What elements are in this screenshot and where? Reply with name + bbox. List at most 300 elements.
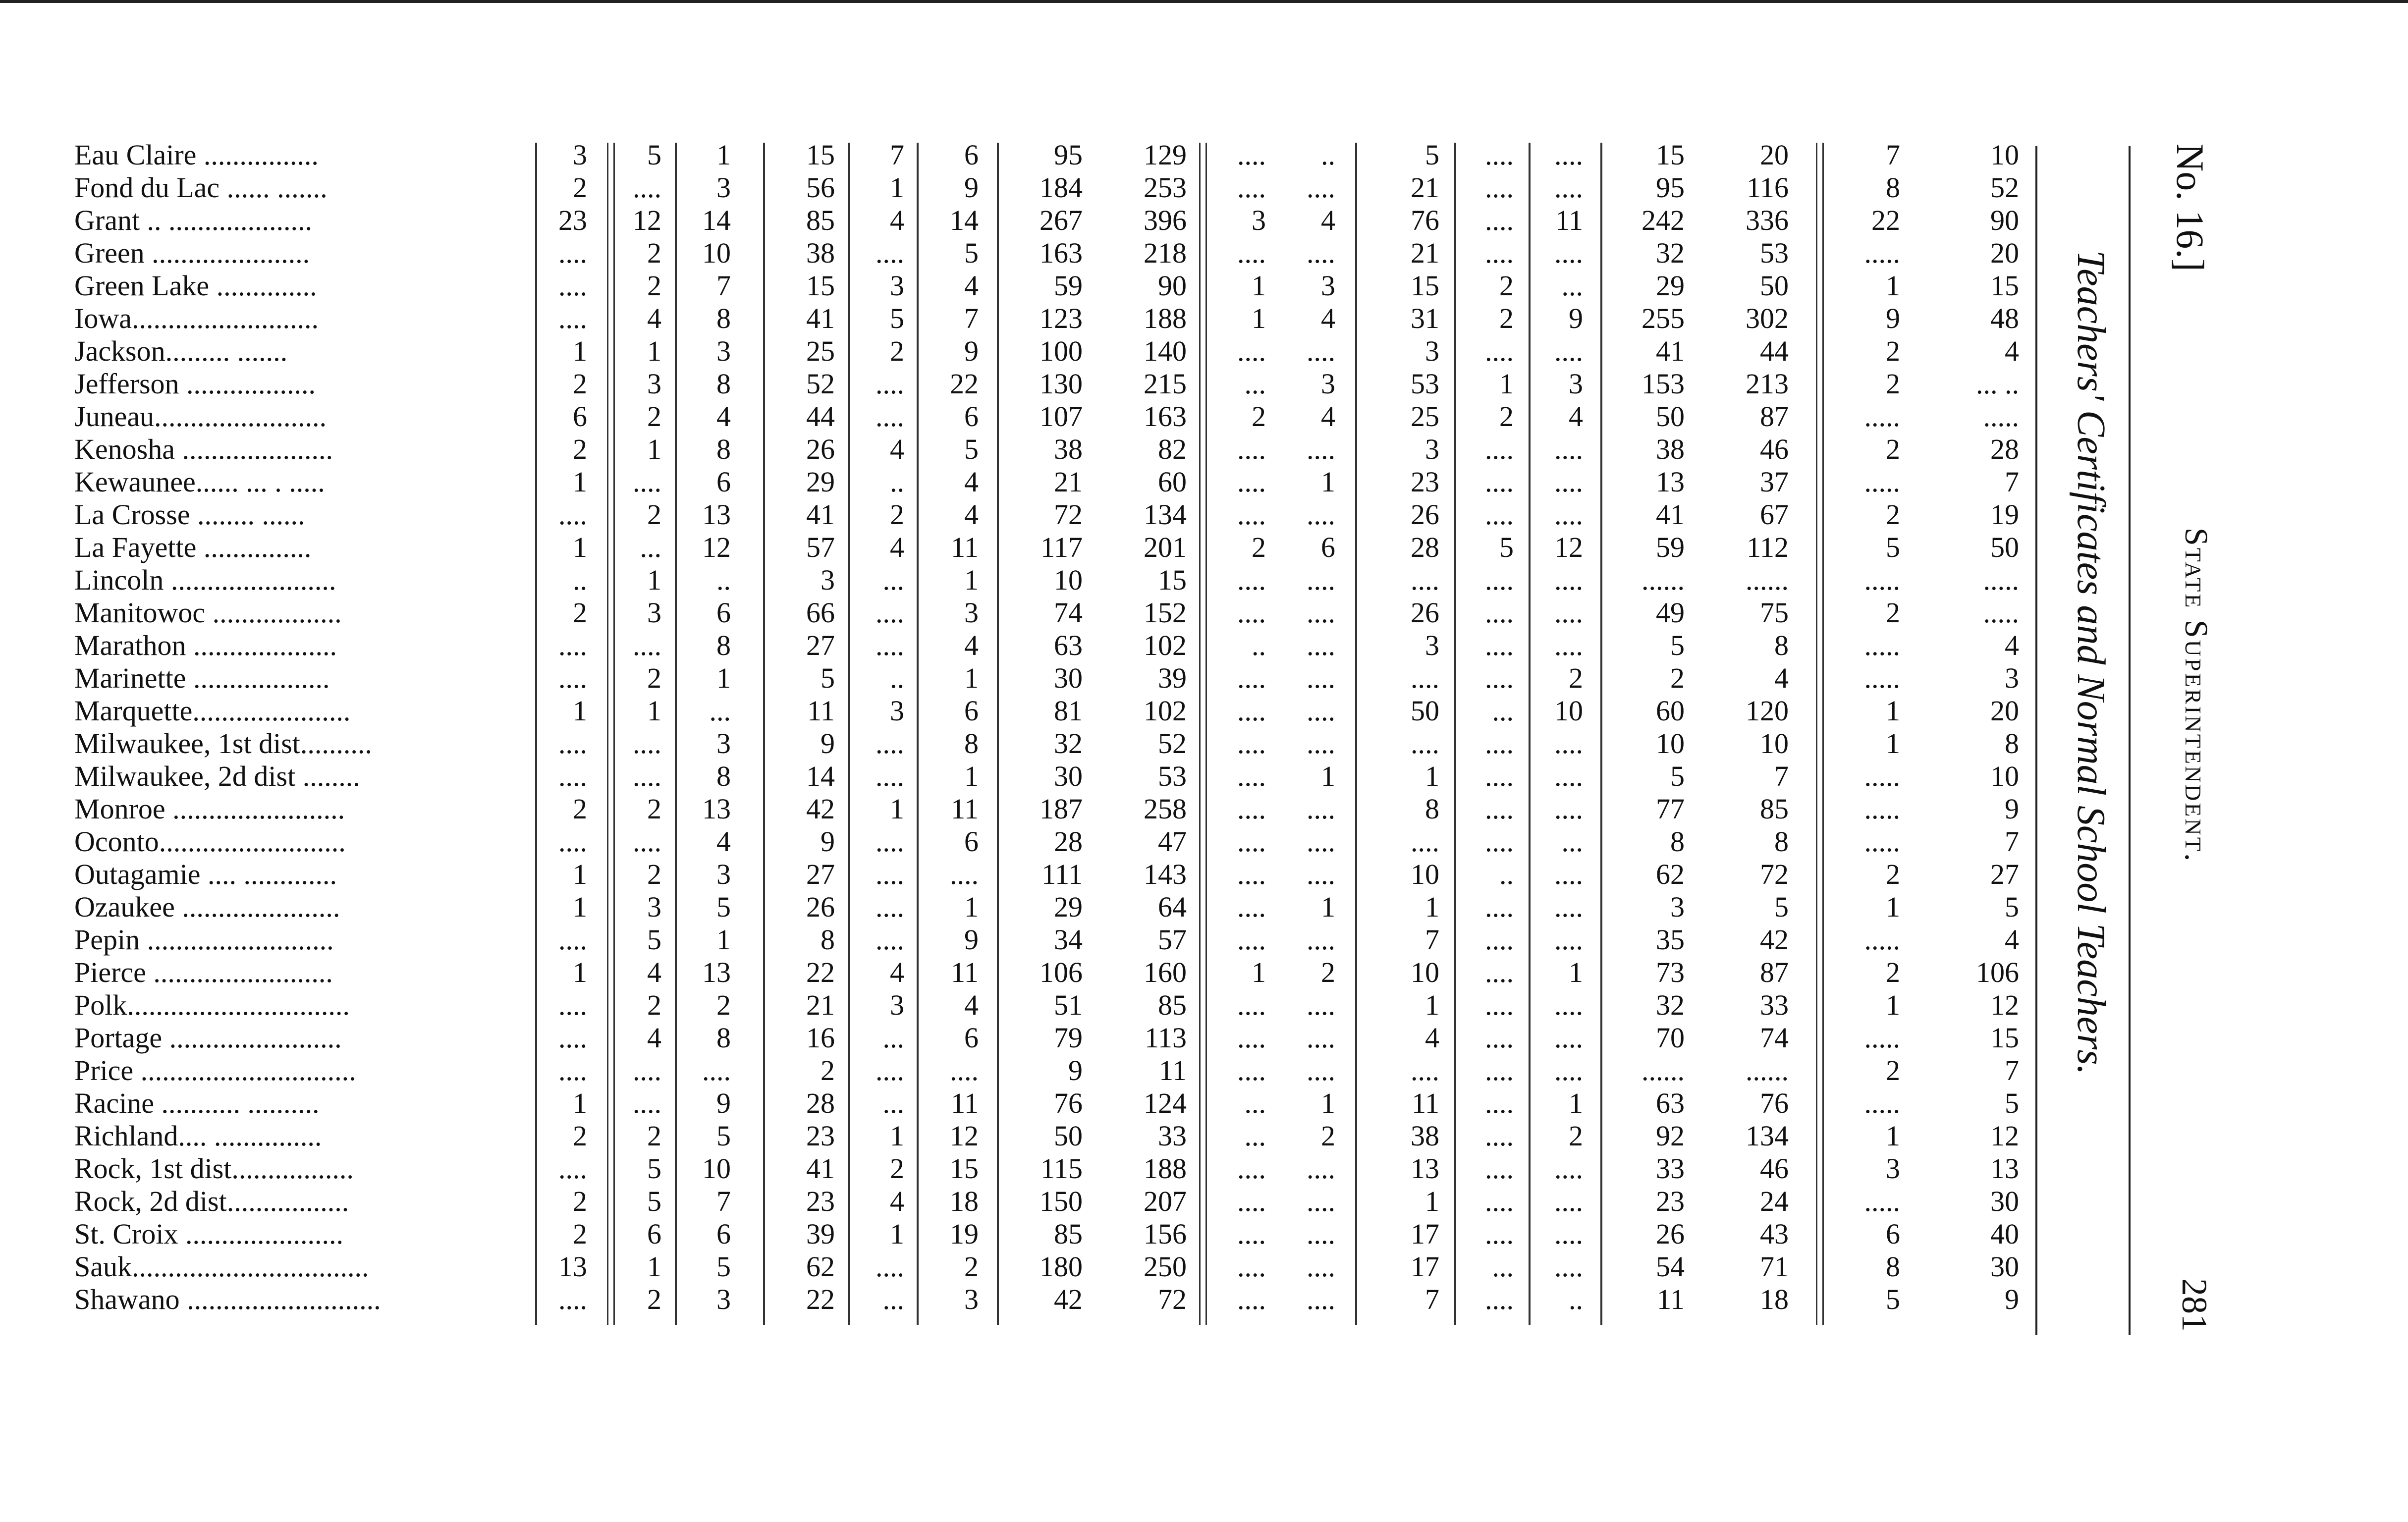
- table-cell: 20: [1760, 139, 1789, 171]
- table-cell: 10: [702, 237, 731, 269]
- table-cell: 3: [1425, 433, 1439, 465]
- table-cell: 1: [573, 335, 587, 367]
- table-cell: 15: [1411, 270, 1439, 302]
- table-cell: 72: [1760, 858, 1789, 890]
- table-cell: 2: [647, 400, 661, 433]
- table-cell: 3: [1321, 368, 1335, 400]
- table-cell: 4: [1569, 400, 1583, 433]
- table-cell: 33: [1656, 1152, 1685, 1185]
- table-cell: 28: [1411, 531, 1439, 563]
- table-cell: 19: [950, 1218, 979, 1250]
- table-row: [0, 466, 2031, 498]
- table-cell: ....: [876, 597, 904, 629]
- table-cell: 242: [1642, 204, 1685, 236]
- table-cell: 64: [1158, 891, 1187, 923]
- table-cell: ....: [1307, 171, 1335, 204]
- table-row: [0, 433, 2031, 466]
- table-cell: 73: [1656, 956, 1685, 988]
- table-cell: 2: [1321, 956, 1335, 988]
- table-cell: 76: [1411, 204, 1439, 236]
- table-cell: 8: [2005, 727, 2019, 760]
- table-cell: 213: [1746, 368, 1789, 400]
- table-cell: 44: [1760, 335, 1789, 367]
- table-cell: 13: [558, 1250, 587, 1283]
- table-row: [0, 956, 2031, 989]
- table-cell: 2: [1499, 270, 1514, 302]
- table-row: [0, 204, 2031, 237]
- table-cell: 2: [1321, 1120, 1335, 1152]
- county-name: La Fayette ...............: [74, 531, 312, 563]
- table-cell: 74: [1760, 1022, 1789, 1054]
- table-cell: 38: [806, 237, 835, 269]
- table-cell: 5: [647, 1152, 661, 1185]
- table-cell: ....: [1307, 989, 1335, 1021]
- table-cell: 60: [1656, 695, 1685, 727]
- table-cell: ....: [1485, 727, 1514, 760]
- table-cell: 22: [806, 956, 835, 988]
- table-cell: 11: [1159, 1054, 1187, 1087]
- table-cell: 53: [1158, 760, 1187, 792]
- table-cell: 130: [1040, 368, 1083, 400]
- table-cell: 10: [1554, 695, 1583, 727]
- table-cell: 134: [1746, 1120, 1789, 1152]
- table-cell: 4: [1774, 662, 1789, 694]
- table-cell: 37: [1760, 466, 1789, 498]
- table-row: [0, 629, 2031, 662]
- table-cell: ....: [1307, 1283, 1335, 1315]
- table-cell: ...: [1244, 1087, 1266, 1119]
- table-cell: ....: [558, 1054, 587, 1087]
- table-cell: 8: [716, 760, 731, 792]
- table-cell: ....: [1307, 335, 1335, 367]
- table-cell: 59: [1656, 531, 1685, 563]
- table-cell: ....: [1554, 139, 1583, 171]
- table-cell: .....: [1864, 564, 1900, 596]
- table-cell: 1: [573, 531, 587, 563]
- table-cell: ....: [1485, 466, 1514, 498]
- table-cell: 8: [1425, 793, 1439, 825]
- county-name: Rock, 2d dist.................: [74, 1185, 349, 1217]
- table-cell: 18: [950, 1185, 979, 1217]
- table-cell: 26: [1411, 597, 1439, 629]
- table-cell: ....: [558, 825, 587, 858]
- table-cell: ....: [1485, 237, 1514, 269]
- table-cell: 71: [1760, 1250, 1789, 1283]
- table-cell: ....: [1485, 1022, 1514, 1054]
- county-name: Rock, 1st dist.................: [74, 1152, 354, 1185]
- table-cell: ....: [1485, 204, 1514, 236]
- table-cell: 1: [1321, 891, 1335, 923]
- table-cell: ...: [882, 1283, 904, 1315]
- table-cell: ...: [640, 531, 661, 563]
- table-row: [0, 368, 2031, 400]
- table-cell: ....: [1485, 956, 1514, 988]
- table-cell: ....: [1237, 433, 1266, 465]
- table-cell: ....: [876, 891, 904, 923]
- table-cell: 75: [1760, 597, 1789, 629]
- table-cell: 1: [964, 760, 979, 792]
- table-cell: 13: [702, 956, 731, 988]
- table-cell: 8: [1886, 171, 1900, 204]
- table-cell: ....: [1307, 237, 1335, 269]
- table-cell: 2: [1886, 498, 1900, 531]
- table-cell: 26: [1656, 1218, 1685, 1250]
- table-cell: 9: [964, 335, 979, 367]
- table-cell: ....: [1554, 989, 1583, 1021]
- table-cell: ..: [573, 564, 587, 596]
- table-row: [0, 1250, 2031, 1283]
- table-cell: 15: [1158, 564, 1187, 596]
- table-cell: 7: [716, 1185, 731, 1217]
- table-cell: ....: [1554, 1022, 1583, 1054]
- table-cell: 201: [1144, 531, 1187, 563]
- table-cell: ...: [1561, 825, 1583, 858]
- table-cell: 17: [1411, 1218, 1439, 1250]
- table-cell: 3: [1425, 629, 1439, 661]
- table-cell: 1: [964, 891, 979, 923]
- table-cell: 1: [1569, 1087, 1583, 1119]
- table-cell: 5: [2005, 891, 2019, 923]
- table-row: [0, 139, 2031, 171]
- table-cell: 107: [1040, 400, 1083, 433]
- table-cell: 4: [2005, 335, 2019, 367]
- table-cell: 4: [1321, 400, 1335, 433]
- county-name: Oconto..........................: [74, 825, 346, 858]
- table-cell: ....: [1485, 597, 1514, 629]
- table-cell: 12: [702, 531, 731, 563]
- table-cell: ....: [876, 760, 904, 792]
- table-cell: ....: [1554, 629, 1583, 661]
- table-cell: 28: [1990, 433, 2019, 465]
- table-cell: 8: [964, 727, 979, 760]
- table-cell: 9: [964, 171, 979, 204]
- table-cell: .....: [1864, 466, 1900, 498]
- table-cell: 2: [1252, 531, 1266, 563]
- table-cell: 9: [716, 1087, 731, 1119]
- table-cell: 85: [806, 204, 835, 236]
- table-cell: 255: [1642, 302, 1685, 334]
- table-cell: 1: [1886, 270, 1900, 302]
- table-cell: 26: [806, 433, 835, 465]
- table-cell: ....: [1485, 1152, 1514, 1185]
- table-cell: ....: [876, 1250, 904, 1283]
- table-row: [0, 858, 2031, 891]
- table-cell: 3: [647, 891, 661, 923]
- table-cell: 6: [1886, 1218, 1900, 1250]
- table-cell: ....: [633, 825, 661, 858]
- table-cell: 1: [1425, 760, 1439, 792]
- table-cell: 1: [573, 858, 587, 890]
- table-cell: 10: [702, 1152, 731, 1185]
- column-rule: [607, 143, 615, 1325]
- table-cell: 3: [821, 564, 835, 596]
- table-cell: 150: [1040, 1185, 1083, 1217]
- table-cell: 1: [647, 433, 661, 465]
- table-cell: 13: [702, 793, 731, 825]
- table-cell: 6: [716, 466, 731, 498]
- table-cell: 35: [1656, 924, 1685, 956]
- table-cell: .....: [1864, 662, 1900, 694]
- table-cell: 102: [1144, 629, 1187, 661]
- table-cell: 3: [716, 1283, 731, 1315]
- table-cell: ...: [1492, 1250, 1514, 1283]
- table-cell: ....: [558, 629, 587, 661]
- table-cell: 3: [716, 335, 731, 367]
- table-cell: .....: [1864, 793, 1900, 825]
- table-cell: 10: [1411, 956, 1439, 988]
- column-rule: [535, 143, 537, 1325]
- county-name: Marathon ....................: [74, 629, 337, 661]
- table-cell: ..: [890, 662, 904, 694]
- table-cell: 5: [1886, 531, 1900, 563]
- table-cell: 12: [1554, 531, 1583, 563]
- table-cell: 11: [951, 1087, 979, 1119]
- table-cell: 2: [1886, 335, 1900, 367]
- table-cell: ....: [1554, 1185, 1583, 1217]
- table-cell: ....: [1237, 989, 1266, 1021]
- table-cell: ....: [1307, 597, 1335, 629]
- table-cell: ....: [876, 727, 904, 760]
- table-cell: 82: [1158, 433, 1187, 465]
- table-cell: 9: [1886, 302, 1900, 334]
- table-cell: ....: [1485, 924, 1514, 956]
- table-cell: 4: [716, 825, 731, 858]
- table-cell: 30: [1054, 662, 1083, 694]
- table-cell: 4: [2005, 924, 2019, 956]
- table-cell: .....: [1983, 597, 2019, 629]
- table-cell: 302: [1746, 302, 1789, 334]
- table-cell: 29: [1054, 891, 1083, 923]
- table-cell: 2: [821, 1054, 835, 1087]
- table-cell: 7: [2005, 825, 2019, 858]
- table-cell: 102: [1144, 695, 1187, 727]
- table-cell: 143: [1144, 858, 1187, 890]
- table-cell: ....: [1485, 1283, 1514, 1315]
- table-cell: 76: [1054, 1087, 1083, 1119]
- county-name: St. Croix ......................: [74, 1218, 343, 1250]
- table-cell: ....: [1307, 924, 1335, 956]
- column-rule: [675, 143, 677, 1325]
- table-cell: 85: [1054, 1218, 1083, 1250]
- table-cell: 3: [716, 171, 731, 204]
- column-rule: [1199, 143, 1207, 1325]
- table-cell: 14: [702, 204, 731, 236]
- table-cell: ....: [558, 1283, 587, 1315]
- table-cell: 3: [964, 1283, 979, 1315]
- table-cell: ....: [1237, 498, 1266, 531]
- table-cell: 72: [1054, 498, 1083, 531]
- table-cell: .....: [1864, 1185, 1900, 1217]
- table-cell: 3: [2005, 662, 2019, 694]
- table-cell: 2: [573, 1120, 587, 1152]
- table-cell: 40: [1990, 1218, 2019, 1250]
- table-cell: 28: [1054, 825, 1083, 858]
- table-cell: 2: [1886, 597, 1900, 629]
- table-cell: ....: [1237, 139, 1266, 171]
- table-cell: ....: [1554, 1218, 1583, 1250]
- table-row: [0, 498, 2031, 531]
- table-cell: 53: [1411, 368, 1439, 400]
- table-cell: ....: [1307, 858, 1335, 890]
- county-name: Green Lake ..............: [74, 270, 317, 302]
- table-cell: 25: [1411, 400, 1439, 433]
- table-cell: 53: [1760, 237, 1789, 269]
- table-cell: 2: [647, 498, 661, 531]
- table-cell: 106: [1976, 956, 2019, 988]
- table-cell: 34: [1054, 924, 1083, 956]
- table-cell: 33: [1158, 1120, 1187, 1152]
- table-cell: 4: [890, 433, 904, 465]
- table-row: [0, 400, 2031, 433]
- table-cell: 38: [1656, 433, 1685, 465]
- table-cell: 1: [1252, 270, 1266, 302]
- table-cell: ....: [633, 171, 661, 204]
- table-cell: 6: [964, 1022, 979, 1054]
- table-cell: 17: [1411, 1250, 1439, 1283]
- table-cell: ....: [558, 760, 587, 792]
- table-cell: 267: [1040, 204, 1083, 236]
- table-cell: 8: [716, 433, 731, 465]
- table-cell: ....: [1411, 1054, 1439, 1087]
- table-cell: 8: [1670, 825, 1685, 858]
- table-cell: 21: [1411, 237, 1439, 269]
- table-cell: 7: [2005, 1054, 2019, 1087]
- table-cell: 156: [1144, 1218, 1187, 1250]
- table-cell: 1: [647, 695, 661, 727]
- table-cell: ....: [876, 825, 904, 858]
- table-row: [0, 989, 2031, 1022]
- table-cell: ....: [950, 858, 979, 890]
- table-cell: 32: [1656, 237, 1685, 269]
- table-cell: ..: [1321, 139, 1335, 171]
- table-cell: .....: [1864, 924, 1900, 956]
- table-cell: ....: [558, 270, 587, 302]
- table-cell: 72: [1158, 1283, 1187, 1315]
- table-cell: 42: [1054, 1283, 1083, 1315]
- table-row: [0, 1087, 2031, 1120]
- table-cell: 57: [1158, 924, 1187, 956]
- table-cell: ....: [1237, 1185, 1266, 1217]
- table-cell: ....: [1485, 1218, 1514, 1250]
- table-cell: 5: [1425, 139, 1439, 171]
- table-cell: ....: [1554, 466, 1583, 498]
- table-cell: ....: [1237, 760, 1266, 792]
- table-cell: 4: [647, 302, 661, 334]
- table-cell: 188: [1144, 1152, 1187, 1185]
- table-cell: ......: [1642, 1054, 1685, 1087]
- table-cell: 2: [573, 1185, 587, 1217]
- table-cell: 1: [1321, 1087, 1335, 1119]
- county-name: Shawano ...........................: [74, 1283, 381, 1315]
- table-cell: 15: [806, 139, 835, 171]
- table-cell: 6: [964, 695, 979, 727]
- table-cell: 5: [964, 237, 979, 269]
- table-cell: 8: [716, 368, 731, 400]
- table-cell: 5: [647, 1185, 661, 1217]
- table-cell: ....: [1485, 139, 1514, 171]
- table-cell: ....: [1485, 1087, 1514, 1119]
- county-name: Kewaunee...... ... . .....: [74, 466, 325, 498]
- table-cell: 81: [1054, 695, 1083, 727]
- table-cell: 117: [1040, 531, 1083, 563]
- table-cell: 41: [806, 1152, 835, 1185]
- table-cell: ....: [950, 1054, 979, 1087]
- table-cell: ....: [1307, 1054, 1335, 1087]
- table-cell: 4: [890, 531, 904, 563]
- table-cell: 152: [1144, 597, 1187, 629]
- county-name: Jackson......... .......: [74, 335, 288, 367]
- table-cell: 1: [890, 1218, 904, 1250]
- table-cell: 2: [890, 335, 904, 367]
- table-cell: 123: [1040, 302, 1083, 334]
- table-cell: ....: [1307, 564, 1335, 596]
- table-cell: 5: [716, 1250, 731, 1283]
- table-cell: 29: [1656, 270, 1685, 302]
- table-cell: ....: [1485, 989, 1514, 1021]
- table-cell: 67: [1760, 498, 1789, 531]
- table-cell: 160: [1144, 956, 1187, 988]
- table-cell: ....: [1237, 564, 1266, 596]
- table-cell: 1: [1425, 1185, 1439, 1217]
- table-row: [0, 1218, 2031, 1250]
- table-row: [0, 1283, 2031, 1316]
- table-cell: 8: [1774, 629, 1789, 661]
- table-row: [0, 302, 2031, 335]
- table-cell: .....: [1864, 825, 1900, 858]
- table-cell: 180: [1040, 1250, 1083, 1283]
- table-cell: ....: [558, 989, 587, 1021]
- table-cell: 41: [1656, 498, 1685, 531]
- table-cell: ....: [702, 1054, 731, 1087]
- table-cell: 50: [1656, 400, 1685, 433]
- table-cell: 4: [1321, 204, 1335, 236]
- table-cell: ... ..: [1976, 368, 2019, 400]
- table-cell: 1: [890, 171, 904, 204]
- table-cell: 163: [1040, 237, 1083, 269]
- table-cell: 10: [1990, 139, 2019, 171]
- table-cell: 50: [1054, 1120, 1083, 1152]
- table-cell: 11: [1657, 1283, 1685, 1315]
- table-cell: 2: [964, 1250, 979, 1283]
- table-cell: ....: [633, 1087, 661, 1119]
- county-name: Jefferson ..................: [74, 368, 316, 400]
- table-cell: 95: [1656, 171, 1685, 204]
- table-cell: ......: [1746, 564, 1789, 596]
- table-cell: ....: [1554, 335, 1583, 367]
- table-cell: ....: [558, 237, 587, 269]
- table-cell: 46: [1760, 1152, 1789, 1185]
- table-cell: ....: [1237, 1250, 1266, 1283]
- table-cell: 112: [1747, 531, 1789, 563]
- table-cell: ....: [1237, 1022, 1266, 1054]
- table-cell: .....: [1864, 1087, 1900, 1119]
- table-cell: ....: [1307, 662, 1335, 694]
- table-cell: 60: [1158, 466, 1187, 498]
- table-cell: ....: [558, 662, 587, 694]
- table-cell: 3: [1425, 335, 1439, 367]
- table-cell: 1: [1886, 989, 1900, 1021]
- table-cell: 129: [1144, 139, 1187, 171]
- table-cell: 9: [821, 825, 835, 858]
- table-cell: ....: [876, 1054, 904, 1087]
- table-cell: 253: [1144, 171, 1187, 204]
- table-row: [0, 335, 2031, 368]
- table-cell: ....: [633, 629, 661, 661]
- table-cell: 9: [1068, 1054, 1083, 1087]
- table-cell: 6: [964, 139, 979, 171]
- table-cell: 22: [950, 368, 979, 400]
- table-cell: 5: [821, 662, 835, 694]
